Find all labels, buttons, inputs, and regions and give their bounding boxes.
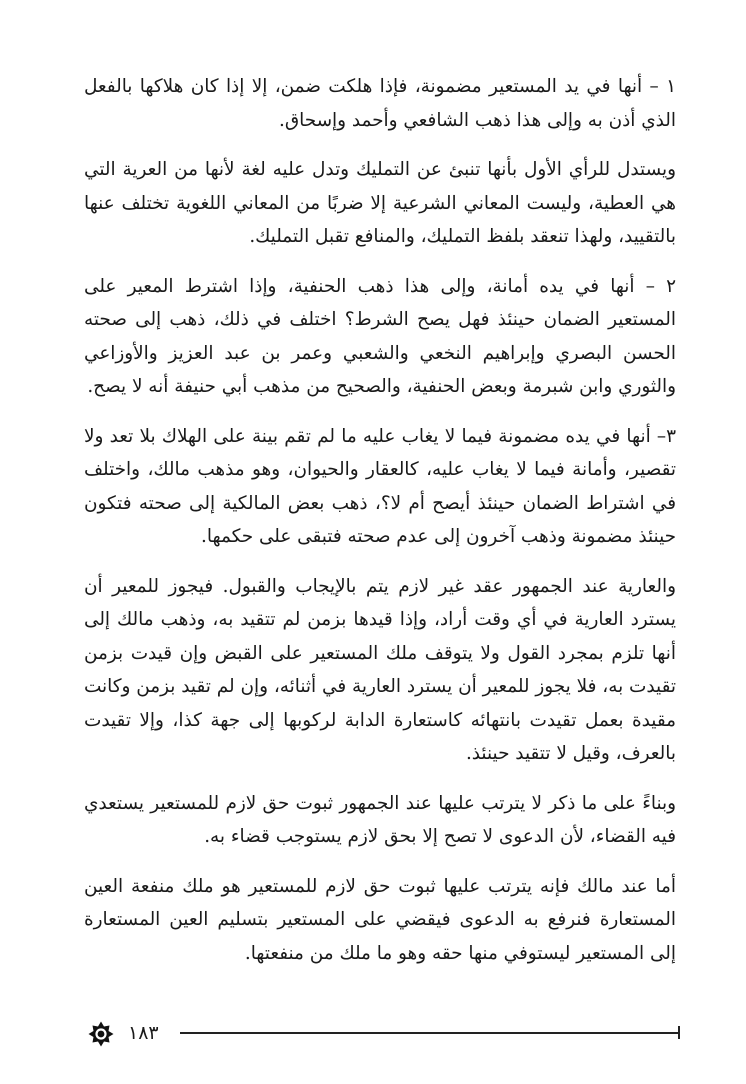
page-body [84, 70, 676, 986]
paragraph-4: ٣– أنها في يده مضمونة فيما لا يغاب عليه ما لم تقم بينة على الهلاك بلا تعد ولا تقصير، وأمانة فيما لا يغاب عليه، كالعقار والحيوان، وهو مذهب مالك، واختلف في اشتراط الضمان حينئذ أيصح أم لا؟، ذهب بعض المالكية إلى صحته فتكون حينئذ مضمونة وذهب آخرون إلى عدم صحته فتبقى على حكمها. [84, 425, 676, 547]
paragraph-6: وبناءً على ما ذكر لا يترتب عليها عند الجمهور ثبوت حق لازم للمستعير يستعدي فيه القضاء، لأن الدعوى لا تصح إلا بحق لازم يستوجب قضاء به. [84, 792, 676, 847]
paragraph-3: ٢ – أنها في يده أمانة، وإلى هذا ذهب الحنفية، وإذا اشترط المعير على المستعير الضمان حينئذ فهل يصح الشرط؟ اختلف في ذلك، ذهب إلى صحته الحسن البصري وإبراهيم النخعي والشعبي وعمر بن عبد العزيز والأوزاعي والثوري وابن شبرمة وبعض الحنفية، والصحيح من مذهب أبي حنيفة أنه لا يصح. [84, 275, 676, 397]
footer-rule [180, 1032, 680, 1034]
paragraph-5: والعارية عند الجمهور عقد غير لازم يتم بالإيجاب والقبول. فيجوز للمعير أن يسترد العارية في أي وقت أراد، وإذا قيدها بزمن لم تتقيد به، وذهب مالك إلى أنها تلزم بمجرد القول ولا يتوقف ملك المستعير على القبض وإن قيدت بزمن تقيدت به، فلا يجوز للمعير أن يسترد العارية في أثنائه، وإن لم تقيد بزمن وكانت مقيدة بعمل تقيدت بانتهائه كاستعارة الدابة لركوبها إلى جهة كذا، وإلا تقيدت بالعرف، وقيل لا تتقيد حينئذ. [84, 575, 676, 764]
paragraph-7: أما عند مالك فإنه يترتب عليها ثبوت حق لازم للمستعير هو ملك منفعة العين المستعارة فنرفع به الدعوى فيقضي على المستعير بتسليم العين المستعارة إلى المستعير ليستوفي منها حقه وهو ما ملك من منفعتها. [84, 875, 676, 964]
rosette-ornament-icon [88, 1021, 114, 1047]
page-number: ١٨٣ [128, 1022, 159, 1044]
page-footer [84, 1018, 680, 1048]
paragraph-2: ويستدل للرأي الأول بأنها تنبئ عن التمليك وتدل عليه لغة لأنها من العرية التي هي العطية، وليست المعاني الشرعية إلا ضربًا من المعاني اللغوية تختلف عنها بالتقييد، ولهذا تنعقد بلفظ التمليك، والمنافع تقبل التمليك. [84, 159, 676, 247]
paragraph-1: ١ – أنها في يد المستعير مضمونة، فإذا هلكت ضمن، إلا إذا كان هلاكها بالفعل الذي أذن به وإلى هذا ذهب الشافعي وأحمد وإسحاق. [84, 76, 676, 131]
